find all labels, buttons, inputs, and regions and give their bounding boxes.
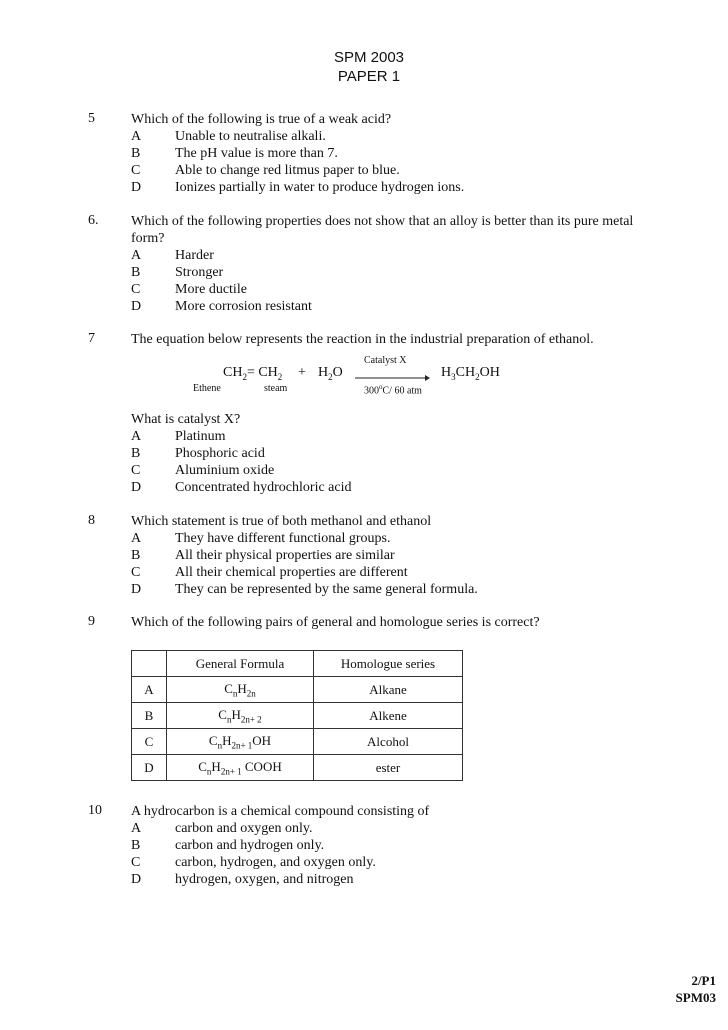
page-header	[0, 48, 728, 86]
table-cell: A	[132, 677, 167, 703]
table-row	[132, 703, 463, 729]
plus-sign: +	[298, 365, 306, 380]
option-b: B All their physical properties are similar	[131, 548, 395, 563]
option-d: D They can be represented by the same general formula.	[131, 582, 478, 597]
ethene-formula: $CH_2= CH_2$	[223, 365, 283, 382]
table-header-empty	[132, 651, 167, 677]
page-code: 2/P1	[691, 973, 716, 988]
question-text: A hydrocarbon is a chemical compound consisting of	[131, 804, 430, 819]
question-text: Which of the following is true of a weak acid?	[131, 112, 392, 127]
table-cell: Alkene	[314, 703, 463, 729]
option-a: A They have different functional groups.	[131, 531, 391, 546]
option-c: C Able to change red litmus paper to blue.	[131, 163, 400, 178]
question-text: Which statement is true of both methanol and ethanol	[131, 514, 432, 529]
table-cell: $C_nH_{2n+ 1}OH$	[167, 729, 314, 755]
question-number: 10	[88, 803, 102, 818]
option-a: A Platinum	[131, 429, 226, 444]
table-header: Homologue series	[314, 651, 463, 677]
option-b: B Phosphoric acid	[131, 446, 265, 461]
catalyst-label: Catalyst X	[364, 355, 407, 366]
condition-label: 300$^o$C/ 60 atm	[364, 383, 422, 397]
question-text: Which of the following properties does not show that an alloy is better than its pure metal form?	[131, 214, 634, 246]
option-d: D hydrogen, oxygen, and nitrogen	[131, 872, 354, 887]
option-a: A carbon and oxygen only.	[131, 821, 313, 836]
sub-question: What is catalyst X?	[131, 412, 241, 427]
table-cell: Alcohol	[314, 729, 463, 755]
page-footer	[676, 972, 716, 1006]
question-number: 8	[88, 513, 95, 528]
table-cell: B	[132, 703, 167, 729]
exam-title: SPM 2003	[333, 49, 405, 66]
table-header: General Formula	[167, 651, 314, 677]
option-d: D More corrosion resistant	[131, 299, 312, 314]
option-a: A Harder	[131, 248, 214, 263]
table-row	[132, 677, 463, 703]
ethanol-formula: $H_3CH_2OH$	[441, 365, 500, 382]
question-number: 9	[88, 614, 95, 629]
table-cell: Alkane	[314, 677, 463, 703]
table-row	[132, 729, 463, 755]
option-c: C carbon, hydrogen, and oxygen only.	[131, 855, 376, 870]
ethene-label: Ethene	[193, 383, 221, 394]
option-d: D Ionizes partially in water to produce hydrogen ions.	[131, 180, 465, 195]
table-cell: $C_nH_{2n+ 1}$ COOH	[167, 755, 314, 781]
table-cell: $C_nH_{2n+ 2}$	[167, 703, 314, 729]
option-c: C Aluminium oxide	[131, 463, 275, 478]
table-row	[132, 755, 463, 781]
question-text: Which of the following pairs of general and homologue series is correct?	[131, 615, 540, 630]
exam-code: SPM03	[675, 990, 716, 1005]
option-d: D Concentrated hydrochloric acid	[131, 480, 352, 495]
steam-label: steam	[264, 383, 288, 394]
table-header-row	[132, 651, 463, 677]
question-number: 5	[88, 111, 95, 126]
table-cell: C	[132, 729, 167, 755]
homologue-table	[131, 650, 463, 781]
option-b: B Stronger	[131, 265, 224, 280]
question-number: 7	[88, 331, 95, 346]
table-cell: D	[132, 755, 167, 781]
option-b: B carbon and hydrogen only.	[131, 838, 325, 853]
reaction-arrow	[355, 373, 430, 383]
option-c: C More ductile	[131, 282, 247, 297]
option-a: A Unable to neutralise alkali.	[131, 129, 326, 144]
table-cell: ester	[314, 755, 463, 781]
option-b: B The pH value is more than 7.	[131, 146, 338, 161]
paper-title: PAPER 1	[337, 68, 401, 85]
question-number: 6.	[88, 213, 99, 228]
option-c: C All their chemical properties are different	[131, 565, 408, 580]
question-text: The equation below represents the reaction in the industrial preparation of ethanol.	[131, 332, 594, 347]
table-cell: $C_nH_{2n}$	[167, 677, 314, 703]
water-formula: $H_2O$	[318, 365, 343, 382]
